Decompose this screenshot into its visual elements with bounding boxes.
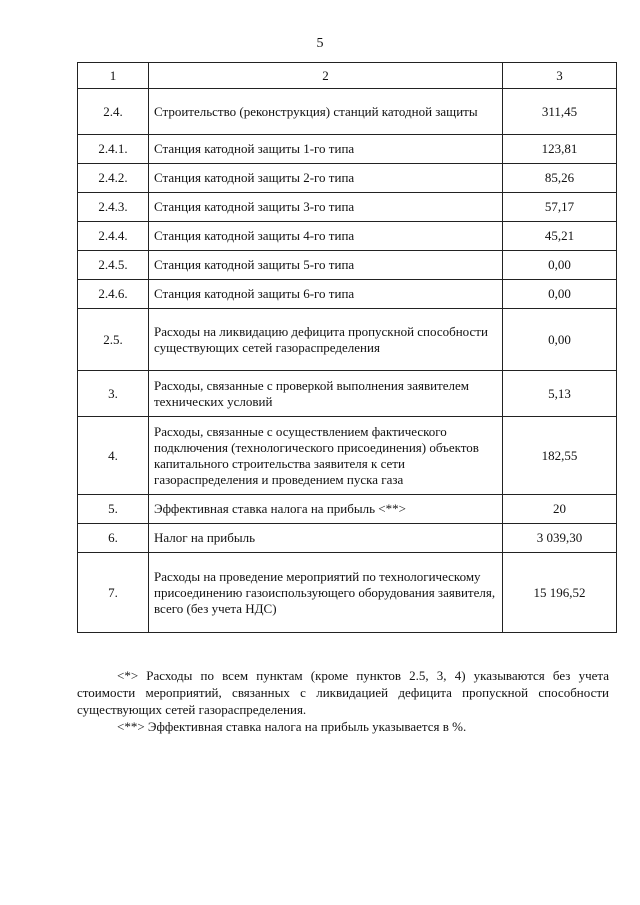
row-number: 2.4.6. — [78, 280, 149, 309]
cost-table — [77, 62, 617, 633]
row-description: Расходы, связанные с осуществлением фактического подключения (технологического присоединения) объектов капитального строительства заявителя к сети газораспределения и проведением пуска газа — [149, 417, 503, 495]
table-row — [78, 553, 617, 633]
table-row — [78, 89, 617, 135]
row-description: Станция катодной защиты 4-го типа — [149, 222, 503, 251]
footnotes — [77, 667, 609, 735]
row-description: Станция катодной защиты 6-го типа — [149, 280, 503, 309]
row-value: 0,00 — [503, 309, 617, 371]
table-row — [78, 495, 617, 524]
row-number: 7. — [78, 553, 149, 633]
table-row — [78, 164, 617, 193]
row-description: Станция катодной защиты 5-го типа — [149, 251, 503, 280]
row-number: 2.4.2. — [78, 164, 149, 193]
row-description: Станция катодной защиты 2-го типа — [149, 164, 503, 193]
footnote-2: <**> Эффективная ставка налога на прибыль указывается в %. — [117, 719, 467, 734]
row-number: 2.4. — [78, 89, 149, 135]
row-value: 311,45 — [503, 89, 617, 135]
row-description: Расходы, связанные с проверкой выполнения заявителем технических условий — [149, 371, 503, 417]
row-number: 6. — [78, 524, 149, 553]
row-value: 123,81 — [503, 135, 617, 164]
row-description: Расходы на проведение мероприятий по технологическому присоединению газоиспользующего оборудования заявителя, всего (без учета НДС) — [149, 553, 503, 633]
footnote-1: <*> Расходы по всем пунктам (кроме пунктов 2.5, 3, 4) указываются без учета стоимости мероприятий, связанных с ликвидацией дефицита пропускной способности существующих сетей газораспределения. — [77, 668, 609, 717]
header-cell-col1: 1 — [78, 63, 149, 89]
header-cell-col2: 2 — [149, 63, 503, 89]
row-value: 45,21 — [503, 222, 617, 251]
row-description: Станция катодной защиты 3-го типа — [149, 193, 503, 222]
table-header-row — [78, 63, 617, 89]
row-value: 5,13 — [503, 371, 617, 417]
row-value: 0,00 — [503, 280, 617, 309]
row-number: 3. — [78, 371, 149, 417]
row-number: 2.4.5. — [78, 251, 149, 280]
header-cell-col3: 3 — [503, 63, 617, 89]
table-row — [78, 280, 617, 309]
table-row — [78, 309, 617, 371]
row-value: 20 — [503, 495, 617, 524]
table-row — [78, 222, 617, 251]
table-row — [78, 524, 617, 553]
row-number: 4. — [78, 417, 149, 495]
row-number: 2.4.3. — [78, 193, 149, 222]
row-number: 5. — [78, 495, 149, 524]
row-value: 15 196,52 — [503, 553, 617, 633]
row-description: Станция катодной защиты 1-го типа — [149, 135, 503, 164]
row-value: 3 039,30 — [503, 524, 617, 553]
table-row — [78, 417, 617, 495]
page-number: 5 — [316, 36, 324, 51]
row-description: Строительство (реконструкция) станций катодной защиты — [149, 89, 503, 135]
row-value: 0,00 — [503, 251, 617, 280]
row-description: Эффективная ставка налога на прибыль <**> — [149, 495, 503, 524]
row-description: Расходы на ликвидацию дефицита пропускной способности существующих сетей газораспределения — [149, 309, 503, 371]
row-description: Налог на прибыль — [149, 524, 503, 553]
row-number: 2.5. — [78, 309, 149, 371]
row-value: 182,55 — [503, 417, 617, 495]
table-row — [78, 251, 617, 280]
table-row — [78, 135, 617, 164]
table-row — [78, 193, 617, 222]
row-value: 85,26 — [503, 164, 617, 193]
row-number: 2.4.4. — [78, 222, 149, 251]
row-value: 57,17 — [503, 193, 617, 222]
table-row — [78, 371, 617, 417]
row-number: 2.4.1. — [78, 135, 149, 164]
